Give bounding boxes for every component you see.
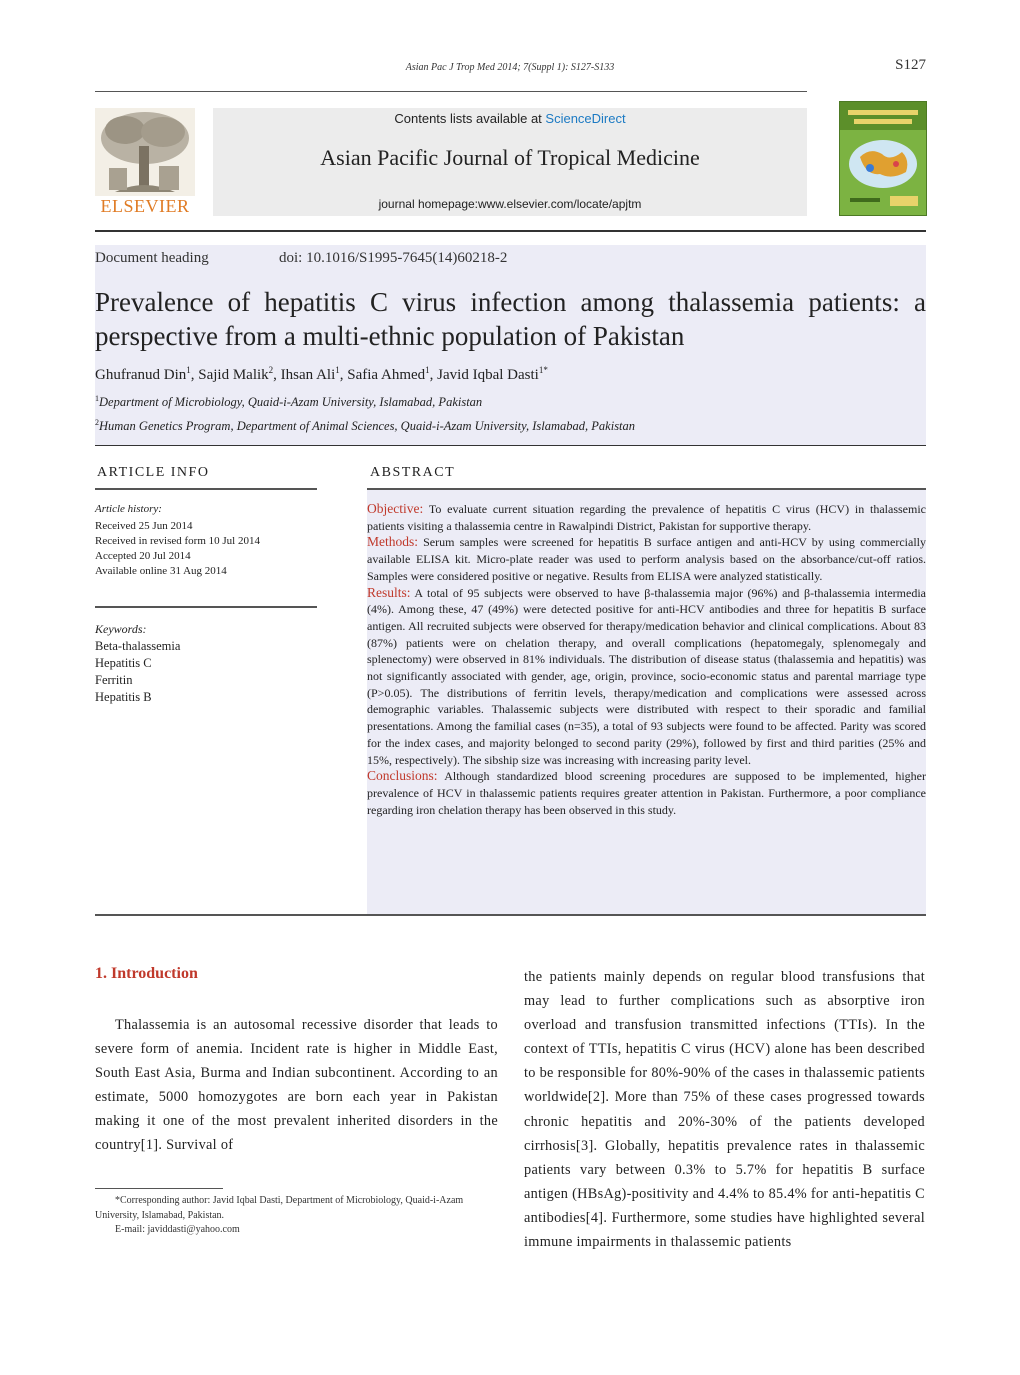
author: Ihsan Ali$^1$, bbox=[280, 365, 348, 383]
contents-prefix: Contents lists available at bbox=[394, 111, 546, 126]
abstract-methods: Methods: Serum samples were screened for hepatitis B surface antigen and anti-HCV by using commercially available ELISA kit. Micro-plate reader was used to perform analysis based on the absorbance/cut-off ratios. Samples were considered positive or negative. Results from ELISA were analyzed statistically. bbox=[367, 534, 926, 583]
history-label: Article history: bbox=[95, 503, 162, 515]
intro-right-column bbox=[524, 965, 925, 1254]
footnote-rule bbox=[95, 1188, 223, 1189]
author: Javid Iqbal Dasti$^{1*}$ bbox=[437, 365, 548, 383]
abstract-body bbox=[367, 501, 926, 818]
online-date: Available online 31 Aug 2014 bbox=[95, 565, 227, 577]
author: Safia Ahmed$^1$, bbox=[347, 365, 438, 383]
keyword: Hepatitis C bbox=[95, 656, 152, 670]
abstract-objective: Objective: To evaluate current situation regarding the prevalence of hepatitis C virus (HCV) in thalassemic patients visiting a thalassemia centre in Rawalpindi District, Pakistan for supportive therapy. bbox=[367, 501, 926, 533]
doi[interactable]: doi: 10.1016/S1995-7645(14)60218-2 bbox=[279, 250, 508, 266]
footnote bbox=[95, 1194, 498, 1238]
revised-date: Received in revised form 10 Jul 2014 bbox=[95, 535, 260, 547]
abstract-results: Results: A total of 95 subjects were observed to have β-thalassemia major (96%) and β-thalassemia intermedia (4%). Among these, 47 (49%) were detected positive for anti-HCV antibodies and three for hepatitis B surface antigen. All recruited subjects were observed for therapy/medication behavior and clinical complications. About 83 (87%) patients were on chelation therapy, and overall complications (hepatomegaly, splenomegaly and splenectomy) were observed in 81% individuals. The distribution of disease status (thalassemia and hepatitis) was not significantly associated with gender, age, origin, province, socio-economic status and parental marriage type (P>0.05). The distributions of ferritin levels, therapy/medication and complications were assessed across demographic variables. Thalassemic subjects were distributed with respect to their sporadic and familial presentations. Among the familial cases (n=35), a total of 93 subjects were found to be affected. Parity was scored for the index cases, and majority belonged to second parity (29%), followed by first and third parities (25% and 15%, respectively). The sibship size was increasing with increasing parity level. bbox=[367, 584, 926, 767]
elsevier-logo bbox=[95, 108, 195, 218]
contents-line bbox=[213, 111, 807, 126]
intro-paragraph-continued: the patients mainly depends on regular blood transfusions that may lead to further complications such as absorptive iron overload and transfusion transmitted infections (TTIs). In the context of TTIs, hepatitis C virus (HCV) alone has been described to be responsible for 80%-90% of the cases in thalassemic patients worldwide[2]. More than 75% of these cases progressed towards chronic hepatitis and 20%-30% of the patients developed cirrhosis[3]. Globally, hepatitis prevalence rates in thalassemic patients vary between 0.3% to 5.7% for hepatitis B surface antigen (HBsAg)-positivity and 4.4% to 85.4% for anti-hepatitis C antibodies[4]. Furthermore, some studies have highlighted several immune impairments in thalassemic patients bbox=[524, 969, 925, 1251]
affiliation-2: $^2$Human Genetics Program, Department of Animal Sciences, Quaid-i-Azam University, Islamabad, Pakistan bbox=[95, 418, 636, 434]
author-email[interactable]: E-mail: javiddasti@yahoo.com bbox=[115, 1224, 240, 1235]
keywords-rule bbox=[95, 606, 317, 608]
journal-homepage[interactable]: journal homepage:www.elsevier.com/locate/apjtm bbox=[378, 197, 642, 211]
received-date: Received 25 Jun 2014 bbox=[95, 520, 193, 532]
keywords bbox=[95, 621, 180, 706]
running-header: Asian Pac J Trop Med 2014; 7(Suppl 1): S127-S133 bbox=[405, 62, 615, 73]
abstract-rule bbox=[367, 488, 926, 490]
intro-left-column bbox=[95, 1013, 498, 1158]
document-heading: Document heading bbox=[95, 250, 209, 266]
journal-cover-image bbox=[839, 101, 927, 216]
keyword: Beta-thalassemia bbox=[95, 639, 181, 653]
article-title-line2: perspective from a multi-ethnic population of Pakistan bbox=[95, 321, 685, 351]
abstract-heading: ABSTRACT bbox=[370, 465, 456, 480]
author: Sajid Malik$^2$, bbox=[198, 365, 281, 383]
cover-art-icon bbox=[840, 102, 926, 215]
abstract-bottom-rule bbox=[95, 914, 926, 916]
author: Ghufranud Din$^1$, bbox=[95, 365, 199, 383]
keyword: Ferritin bbox=[95, 673, 133, 687]
article-title-line1: Prevalence of hepatitis C virus infection among thalassemia patients: a bbox=[95, 287, 926, 317]
accepted-date: Accepted 20 Jul 2014 bbox=[95, 550, 191, 562]
journal-title: Asian Pacific Journal of Tropical Medicine bbox=[320, 145, 700, 170]
page-number: S127 bbox=[895, 57, 926, 73]
elsevier-wordmark: ELSEVIER bbox=[100, 196, 190, 216]
keyword: Hepatitis B bbox=[95, 690, 152, 704]
sciencedirect-link[interactable]: ScienceDirect bbox=[545, 111, 626, 126]
abstract-conclusions: Conclusions: Although standardized blood screening procedures are supposed to be implemented, higher prevalence of HCV in thalassemic patients requires greater attention in Pakistan. Furthermore, a poor compliance regarding iron chelation therapy has been observed in this study. bbox=[367, 768, 926, 817]
introduction-heading: 1. Introduction bbox=[95, 965, 198, 982]
header-rule bbox=[95, 91, 807, 92]
article-title bbox=[95, 285, 926, 353]
intro-paragraph: Thalassemia is an autosomal recessive disorder that leads to severe form of anemia. Incident rate is higher in Middle East, South East Asia, Burma and Indian subcontinent. According to an estimate, 5000 homozygotes are born each year in Pakistan making it one of the most prevalent inherited disorders in the country[1]. Survival of bbox=[95, 1017, 498, 1154]
article-info-rule bbox=[95, 488, 317, 490]
article-info-heading: ARTICLE INFO bbox=[97, 465, 210, 480]
corresponding-author: *Corresponding author: Javid Iqbal Dasti, Department of Microbiology, Quaid-i-Azam University, Islamabad, Pakistan. bbox=[95, 1195, 464, 1221]
masthead-rule bbox=[95, 230, 926, 232]
title-band-rule bbox=[95, 445, 926, 446]
affiliation-1: $^1$Department of Microbiology, Quaid-i-Azam University, Islamabad, Pakistan bbox=[95, 394, 483, 410]
keywords-label: Keywords: bbox=[95, 622, 147, 636]
article-history bbox=[95, 502, 260, 579]
author-list bbox=[95, 365, 548, 384]
